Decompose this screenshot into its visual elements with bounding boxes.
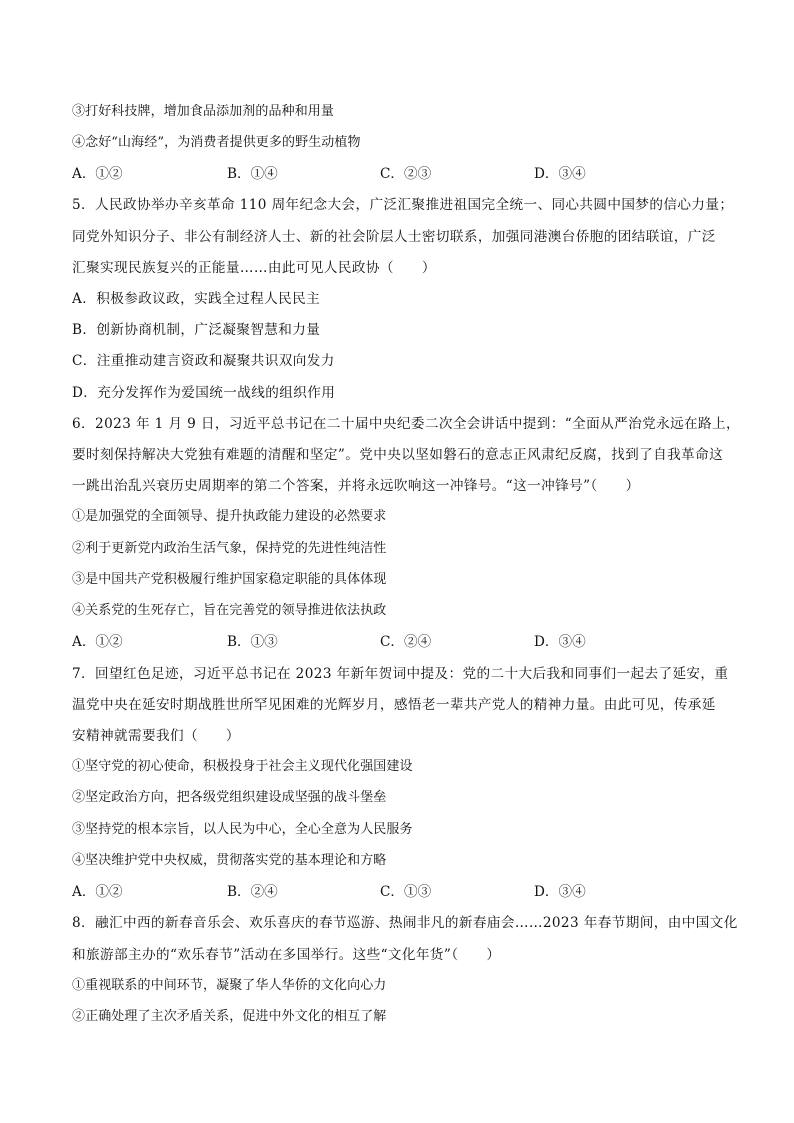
question-5-text: 汇聚实现民族复兴的正能量……由此可见人民政协（ ） (72, 260, 436, 276)
question-5-option-c: C．注重推动建言资政和凝聚共识双向发力 (72, 353, 335, 369)
question-5-option-d: D．充分发挥作为爱国统一战线的组织作用 (72, 385, 336, 401)
question-6-text: 要时刻保持解决大党独有难题的清醒和坚定”。党中央以坚如磐石的意志正风肃纪反腐，找到了自我革命这 (72, 447, 724, 463)
answer-option-d: D．③④ (534, 884, 586, 900)
answer-option-c: C．②④ (380, 634, 432, 650)
statement-line: ②坚定政治方向，把各级党组织建设成坚强的战斗堡垒 (72, 790, 387, 805)
option-line: ③打好科技牌，增加食品添加剂的品种和用量 (72, 104, 335, 119)
answer-options-row (0, 166, 794, 182)
question-6-text: 一跳出治乱兴衰历史周期率的第二个答案，并将永远吹响这一冲锋号。“这一冲锋号”（ ） (72, 478, 640, 494)
statement-line: ②正确处理了主次矛盾关系，促进中外文化的相互了解 (72, 1009, 387, 1024)
answer-options-row (0, 634, 794, 650)
answer-option-c: C．②③ (380, 166, 432, 182)
question-7-text: 安精神就需要我们（ ） (72, 728, 240, 744)
statement-line: ③是中国共产党积极履行维护国家稳定职能的具体体现 (72, 572, 387, 587)
answer-options-row (0, 884, 794, 900)
statement-line: ④关系党的生死存亡，旨在完善党的领导推进依法执政 (72, 603, 387, 618)
question-5-text: 同党外知识分子、非公有制经济人士、新的社会阶层人士密切联系，加强同港澳台侨胞的团结联谊，广泛 (72, 229, 716, 245)
answer-option-c: C．①③ (380, 884, 432, 900)
statement-line: ①是加强党的全面领导、提升执政能力建设的必然要求 (72, 509, 387, 524)
question-8-text: 8．融汇中西的新春音乐会、欢乐喜庆的春节巡游、热闹非凡的新春庙会……2023 年春节期间，由中国文化 (72, 915, 738, 931)
question-7-text: 7．回望红色足迹，习近平总书记在 2023 年新年贺词中提及：党的二十大后我和同事们一起去了延安，重 (72, 666, 729, 682)
answer-option-b: B．①④ (227, 166, 278, 182)
statement-line: ③坚持党的根本宗旨，以人民为中心，全心全意为人民服务 (72, 822, 413, 837)
answer-option-a: A．①② (72, 884, 123, 900)
answer-option-d: D．③④ (534, 166, 586, 182)
question-8-text: 和旅游部主办的“欢乐春节”活动在多国举行。这些“文化年货”（ ） (72, 947, 501, 963)
answer-option-d: D．③④ (534, 634, 586, 650)
answer-option-b: B．②④ (227, 884, 278, 900)
answer-option-a: A．①② (72, 634, 123, 650)
question-5-option-a: A．积极参政议政，实践全过程人民民主 (72, 291, 321, 307)
question-5-option-b: B．创新协商机制，广泛凝聚智慧和力量 (72, 322, 321, 338)
option-line: ④念好“山海经”，为消费者提供更多的野生动植物 (72, 135, 361, 150)
statement-line: ④坚决维护党中央权威，贯彻落实党的基本理论和方略 (72, 853, 387, 868)
statement-line: ①重视联系的中间环节，凝聚了华人华侨的文化向心力 (72, 978, 387, 993)
question-7-text: 温党中央在延安时期战胜世所罕见困难的光辉岁月，感悟老一辈共产党人的精神力量。由此可见，传承延 (72, 697, 716, 713)
question-6-text: 6．2023 年 1 月 9 日，习近平总书记在二十届中央纪委二次全会讲话中提到：“全面从严治党永远在路上， (72, 416, 741, 432)
answer-option-a: A．①② (72, 166, 123, 182)
statement-line: ①坚守党的初心使命，积极投身于社会主义现代化强国建设 (72, 759, 413, 774)
statement-line: ②利于更新党内政治生活气象，保持党的先进性纯洁性 (72, 541, 387, 556)
answer-option-b: B．①③ (227, 634, 278, 650)
question-5-text: 5．人民政协举办辛亥革命 110 周年纪念大会，广泛汇聚推进祖国完全统一、同心共圆中国梦的信心力量； (72, 197, 734, 213)
